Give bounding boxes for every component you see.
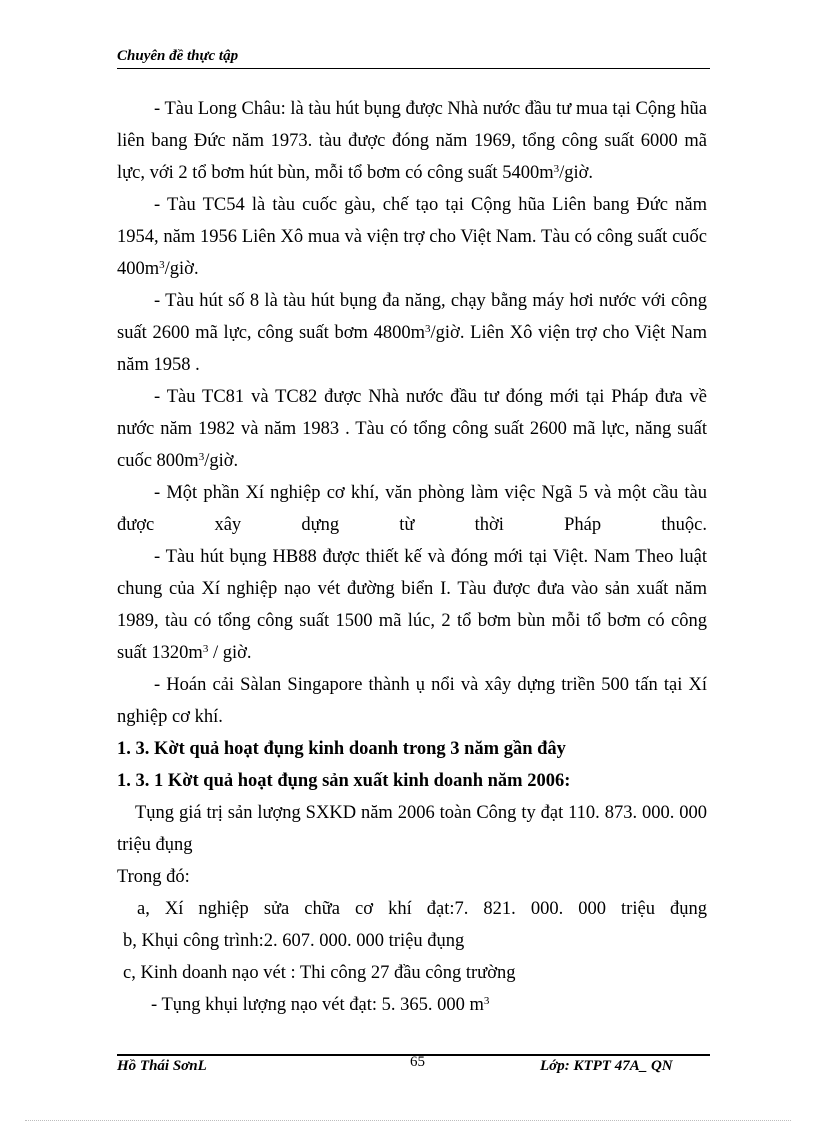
superscript: 3: [553, 163, 560, 175]
page-header: [117, 48, 710, 69]
paragraph-salan: - Hoán cải Sàlan Singapore thành ụ nổi và xây dựng triền 500 tấn tại Xí nghiệp cơ khí.: [117, 675, 707, 727]
superscript: 3: [483, 995, 490, 1007]
paragraph-text: - Tàu TC54 là tàu cuốc gàu, chế tạo tại Cộng hũa Liên bang Đức năm 1954, năm 1956 Liên Xô mua và viện trợ cho Việt Nam. Tàu có công suất cuốc 400m: [117, 195, 707, 279]
superscript: 3: [202, 643, 209, 655]
paragraph-text-end: /giờ.: [559, 163, 594, 183]
paragraph-text: - Tàu Long Châu: là tàu hút bụng được Nhà nước đầu tư mua tại Cộng hũa liên bang Đức năm 1973. tàu được đóng năm 1969, tổng công suất 6000 mã lực, với 2 tổ bơm hút bùn, mỗi tổ bơm có công suất 5400m: [117, 99, 707, 183]
footer-class: Lớp: KTPT 47A_ QN: [540, 1058, 673, 1074]
paragraph-xi-nghiep-line2: được xây dựng từ thời Pháp thuộc.: [117, 515, 707, 535]
paragraph-text: - Tàu TC81 và TC82 được Nhà nước đầu tư đóng mới tại Pháp đưa về nước năm 1982 và năm 1983 . Tàu có tổng công suất 2600 mã lực, năng suất cuốc 800m: [117, 387, 707, 471]
subsection-heading: 1. 3. 1 Kờt quả hoạt đụng sản xuất kinh doanh năm 2006:: [117, 771, 571, 791]
document-body: [117, 93, 707, 1021]
summary-item-c: c, Kinh doanh nạo vét : Thi công 27 đầu công trường: [123, 963, 516, 983]
paragraph-text-end: / giờ.: [208, 643, 252, 663]
paragraph-xi-nghiep-line1: - Một phần Xí nghiệp cơ khí, văn phòng làm việc Ngã 5 và một cầu tàu: [154, 483, 707, 503]
paragraph-text-end: /giờ.: [204, 451, 239, 471]
page-bottom-border: [25, 1120, 791, 1121]
summary-item-b: b, Khụi công trình:2. 607. 000. 000 triệu đụng: [123, 931, 465, 951]
summary-item-d-text: - Tụng khụi lượng nạo vét đạt: 5. 365. 000 m: [151, 995, 484, 1015]
paragraph-hut-so-8: [117, 285, 707, 381]
superscript: 3: [425, 323, 431, 335]
summary-total: Tụng giá trị sản lượng SXKD năm 2006 toàn Công ty đạt 110. 873. 000. 000 triệu đụng: [117, 803, 707, 855]
summary-among: Trong đó:: [117, 867, 190, 887]
superscript: 3: [198, 451, 205, 463]
paragraph-tc54: [117, 189, 707, 285]
summary-item-a: a, Xí nghiệp sửa chữa cơ khí đạt:7. 821. 000. 000 triệu đụng: [137, 899, 707, 919]
header-title: Chuyên đề thực tập: [117, 48, 239, 64]
paragraph-text-end: /giờ.: [164, 259, 199, 279]
paragraph-tc81-tc82: [117, 381, 707, 477]
section-heading: 1. 3. Kờt quả hoạt đụng kinh doanh trong 3 năm gần đây: [117, 739, 566, 759]
page-number: 65: [410, 1054, 425, 1070]
paragraph-text: - Tàu hút số 8 là tàu hút bụng đa năng, chạy bằng máy hơi nước với công suất 2600 mã lực, công suất bơm 4800m: [117, 291, 707, 343]
superscript: 3: [159, 259, 165, 271]
paragraph-text: - Tàu hút bụng HB88 được thiết kế và đóng mới tại Việt. Nam Theo luật chung của Xí nghiệp nạo vét đường biển I. Tàu được đưa vào sản xuất năm 1989, tàu có tổng công suất 1500 mã lúc, 2 tổ bơm bùn mỗi tổ bơm có công suất 1320m: [117, 547, 707, 663]
paragraph-long-chau: [117, 93, 707, 189]
paragraph-hb88: [117, 541, 707, 669]
footer-author: Hồ Thái SơnL: [117, 1058, 207, 1074]
summary-item-d: [117, 989, 707, 1021]
paragraph-text-end: /giờ. Liên Xô viện trợ cho Việt Nam năm 1958 .: [117, 323, 708, 375]
